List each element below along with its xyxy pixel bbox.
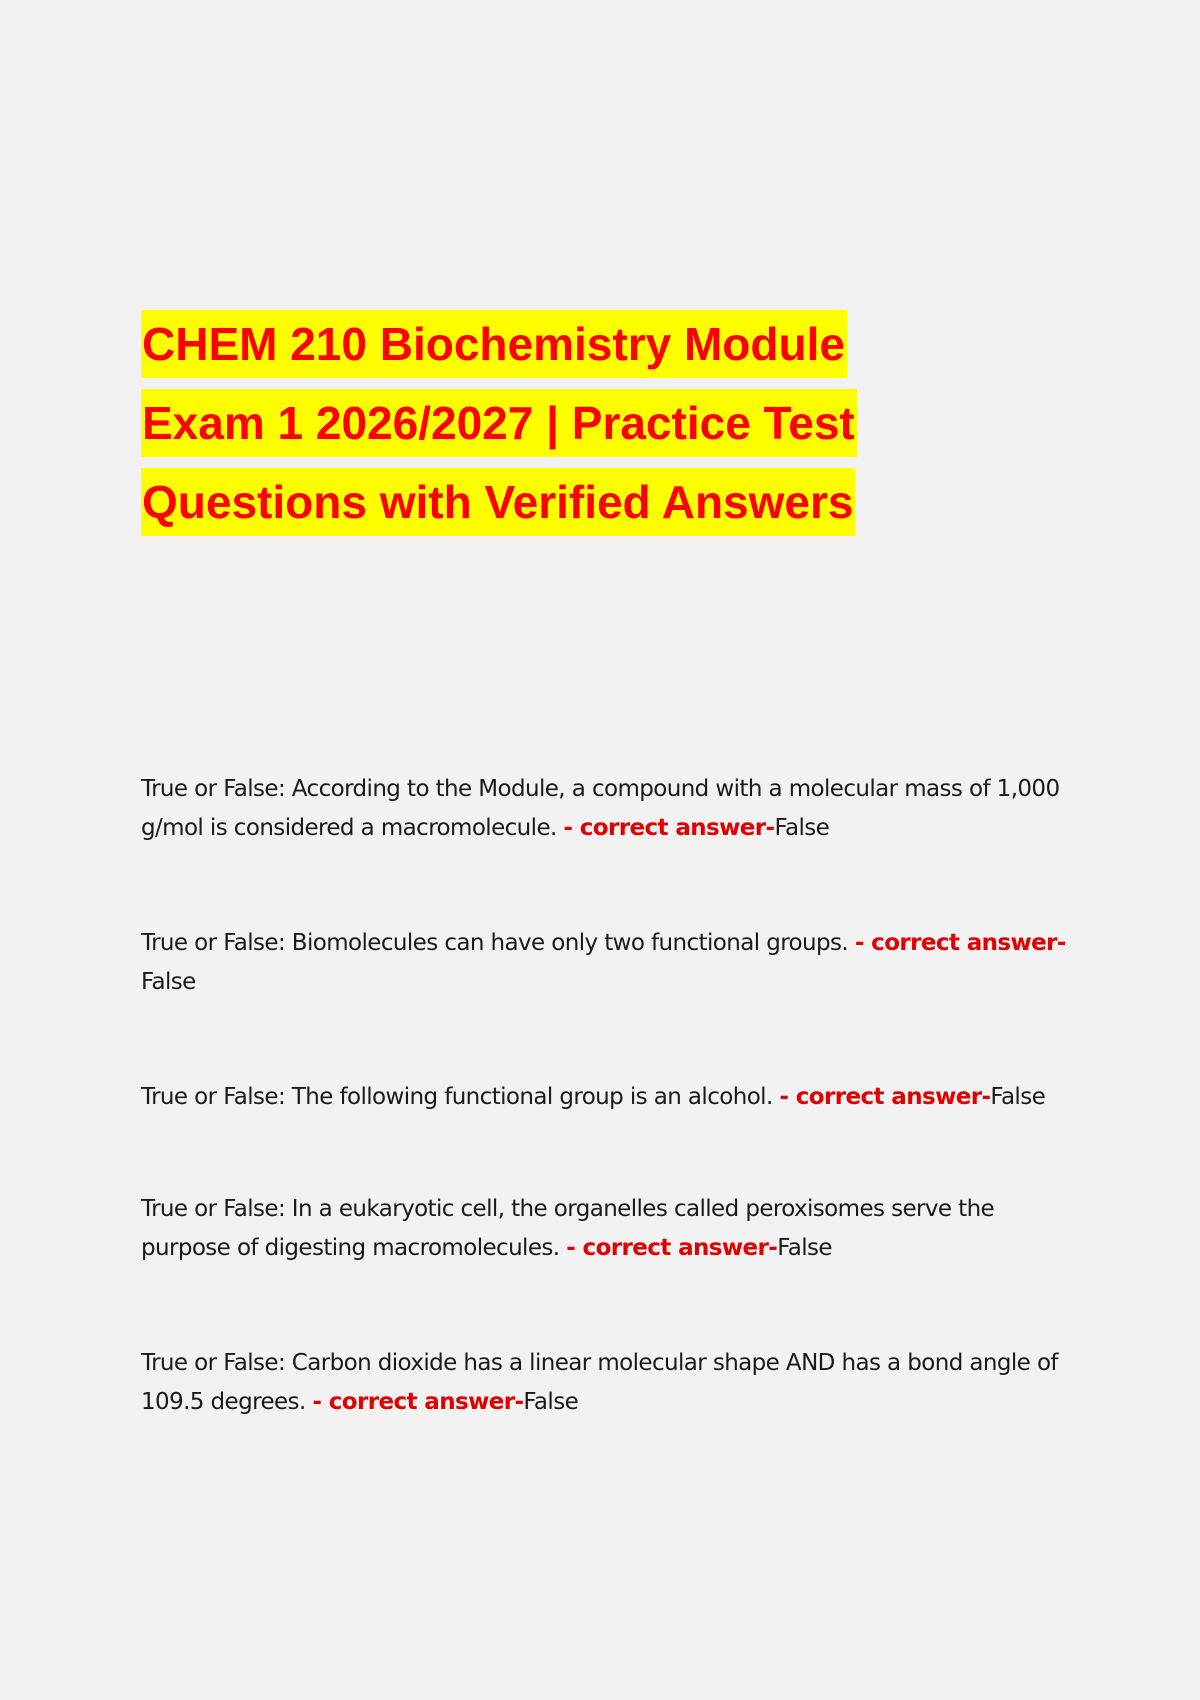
title-line-2: Exam 1 2026/2027 | Practice Test bbox=[141, 384, 1081, 463]
question-text: True or False: According to the Module, a compound with a molecular mass of 1,000 g/mol is considered a macromolecule. bbox=[141, 776, 1060, 841]
answer-text: False bbox=[990, 1084, 1046, 1110]
answer-marker: - correct answer- bbox=[779, 1084, 991, 1110]
question-item-5 bbox=[141, 1344, 1071, 1422]
answer-marker: - correct answer- bbox=[312, 1389, 524, 1415]
answer-marker: - correct answer- bbox=[566, 1235, 778, 1261]
question-text: True or False: Biomolecules can have only two functional groups. bbox=[141, 930, 855, 956]
answer-text: False bbox=[774, 815, 830, 841]
answer-marker: - correct answer- bbox=[854, 930, 1066, 956]
answer-text: False bbox=[141, 969, 196, 995]
question-item-2 bbox=[141, 924, 1071, 1002]
title-line-1: CHEM 210 Biochemistry Module bbox=[141, 305, 1081, 384]
title-line-3: Questions with Verified Answers bbox=[141, 463, 1081, 542]
question-text: True or False: Carbon dioxide has a linear molecular shape AND has a bond angle of 109.5 degrees. bbox=[141, 1350, 1058, 1415]
question-text: True or False: In a eukaryotic cell, the organelles called peroxisomes serve the purpose of digesting macromolecules. bbox=[141, 1196, 995, 1261]
question-item-4 bbox=[141, 1190, 1071, 1268]
question-text: True or False: The following functional group is an alcohol. bbox=[141, 1084, 780, 1110]
answer-text: False bbox=[777, 1235, 832, 1261]
question-item-3 bbox=[141, 1078, 1071, 1117]
document-title bbox=[141, 305, 1081, 542]
answer-text: False bbox=[523, 1389, 579, 1415]
answer-marker: - correct answer- bbox=[563, 815, 775, 841]
question-item-1 bbox=[141, 770, 1071, 848]
